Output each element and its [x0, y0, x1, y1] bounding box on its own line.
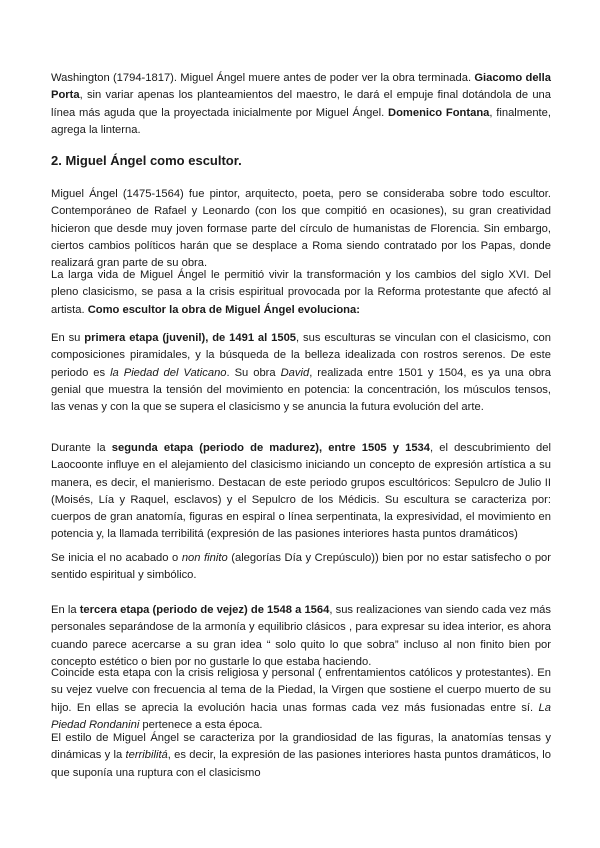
paragraph-first-stage: [51, 330, 551, 416]
text-run: , finalmente, agrega la linterna.: [51, 106, 551, 136]
text-run: pertenece a esta época.: [139, 718, 263, 731]
paragraph-life: [51, 267, 551, 319]
italic-text: non finito: [181, 552, 228, 564]
text-run: , realizada entre 1501 y 1504, es ya una obra genial que muestra la tensión del movimiento en potencia: la concentración, los músculos tensos, las venas y con la que se supera el clasicismo y se anuncia la futura evolución del arte.: [51, 366, 551, 414]
bold-text: Giacomo della Porta: [51, 72, 551, 102]
italic-text: la Piedad del Vaticano: [110, 366, 227, 379]
bold-text: primera etapa (juvenil), de 1491 al 1505: [84, 332, 297, 344]
bold-text: Como escultor la obra de Miguel Ángel evoluciona:: [87, 303, 360, 316]
text-run: , sus esculturas se vinculan con el clasicismo, con composiciones piramidales, y la búsqueda de la belleza idealizada con rostros serenos. De este periodo es: [51, 332, 551, 379]
italic-text: David: [280, 366, 310, 379]
italic-text: La Piedad Rondanini: [51, 701, 551, 731]
paragraph-intro: [51, 70, 551, 139]
bold-text: Domenico Fontana: [388, 106, 490, 119]
text-run: Miguel Ángel (1475-1564) fue pintor, arquitecto, poeta, pero se consideraba sobre todo escultor. Contemporáneo de Rafael y Leonardo (con los que compitió en ocasiones), su gran creatividad hicieron que desde muy joven formase parte del círculo de humanistas de Florencia. Sin embargo, ciertos cambios políticos harán que se desplace a Roma siendo contratado por los Papas, donde realizará gran parte de su obra.: [51, 188, 551, 270]
text-run: En la: [51, 604, 80, 616]
text-run: Se inicia el no acabado o: [51, 552, 182, 564]
paragraph-third-stage: [51, 602, 551, 671]
text-run: , sin variar apenas los planteamientos del maestro, le dará el empuje final dotándola de una línea más aguda que la proyectada inicialmente por Miguel Ángel.: [51, 89, 551, 119]
paragraph-crisis: [51, 665, 551, 734]
paragraph-biography: [51, 186, 551, 272]
text-run: , es decir, la expresión de las pasiones interiores hasta puntos dramáticos, lo que suponía una ruptura con el clasicismo: [51, 749, 551, 779]
text-run: (alegorías Día y Crepúsculo)) bien por no estar satisfecho o por sentido espiritual y simbólico.: [51, 552, 551, 582]
text-run: En su: [51, 332, 85, 344]
paragraph-style: [51, 730, 551, 782]
text-run: Durante la: [51, 442, 112, 454]
paragraph-non-finito: [51, 550, 551, 585]
text-run: , el descubrimiento del Laocoonte influye en el alejamiento del clasicismo iniciando un concepto de expresión artística a su manera, es decir, el manierismo. Destacan de este periodo grupos escultóricos: Sepulcro de Julio II (Moisés, Lía y Raquel, esclavos) y el Sepulcro de los Médicis. Su escultura se caracteriza por: cuerpos de gran anatomía, figuras en espiral o línea serpentinata, la expresividad, el movimiento en potencia y, la llamada terribilitá (expresión de las pasiones interiores hasta puntos dramáticos): [51, 442, 551, 541]
bold-text: tercera etapa (periodo de vejez) de 1548 a 1564: [79, 604, 330, 616]
italic-text: terribilitá: [125, 749, 168, 762]
section-heading: 2. Miguel Ángel como escultor.: [51, 153, 242, 168]
text-run: Coincide esta etapa con la crisis religiosa y personal ( enfrentamientos católicos y protestantes). En su vejez vuelve con frecuencia al tema de la Piedad, la Virgen que sostiene el cuerpo muerto de su hijo. En ellas se aprecia la evolución hacia unas formas cada vez más fusionadas entre sí.: [51, 667, 551, 714]
bold-text: segunda etapa (periodo de madurez), entre 1505 y 1534: [111, 442, 430, 454]
text-run: , sus realizaciones van siendo cada vez más personales separándose de la armonía y equilibrio clásicos , para expresar su idea interior, es ahora cuando parece acercarse a su gran idea “ solo quito lo que sobra” incluso al non finito bien por concepto estético o bien por no gustarle lo que estaba haciendo.: [51, 604, 552, 668]
text-run: Washington (1794-1817). Miguel Ángel muere antes de poder ver la obra terminada.: [51, 72, 475, 84]
text-run: . Su obra: [226, 366, 281, 379]
text-run: La larga vida de Miguel Ángel le permitió vivir la transformación y los cambios del siglo XVI. Del pleno clasicismo, se pasa a la crisis espiritual provocada por la Reforma protestante que afectó al artista.: [51, 269, 551, 316]
paragraph-second-stage: [51, 440, 551, 544]
text-run: El estilo de Miguel Ángel se caracteriza por la grandiosidad de las figuras, la anatomías tensas y dinámicas y la: [51, 732, 551, 762]
